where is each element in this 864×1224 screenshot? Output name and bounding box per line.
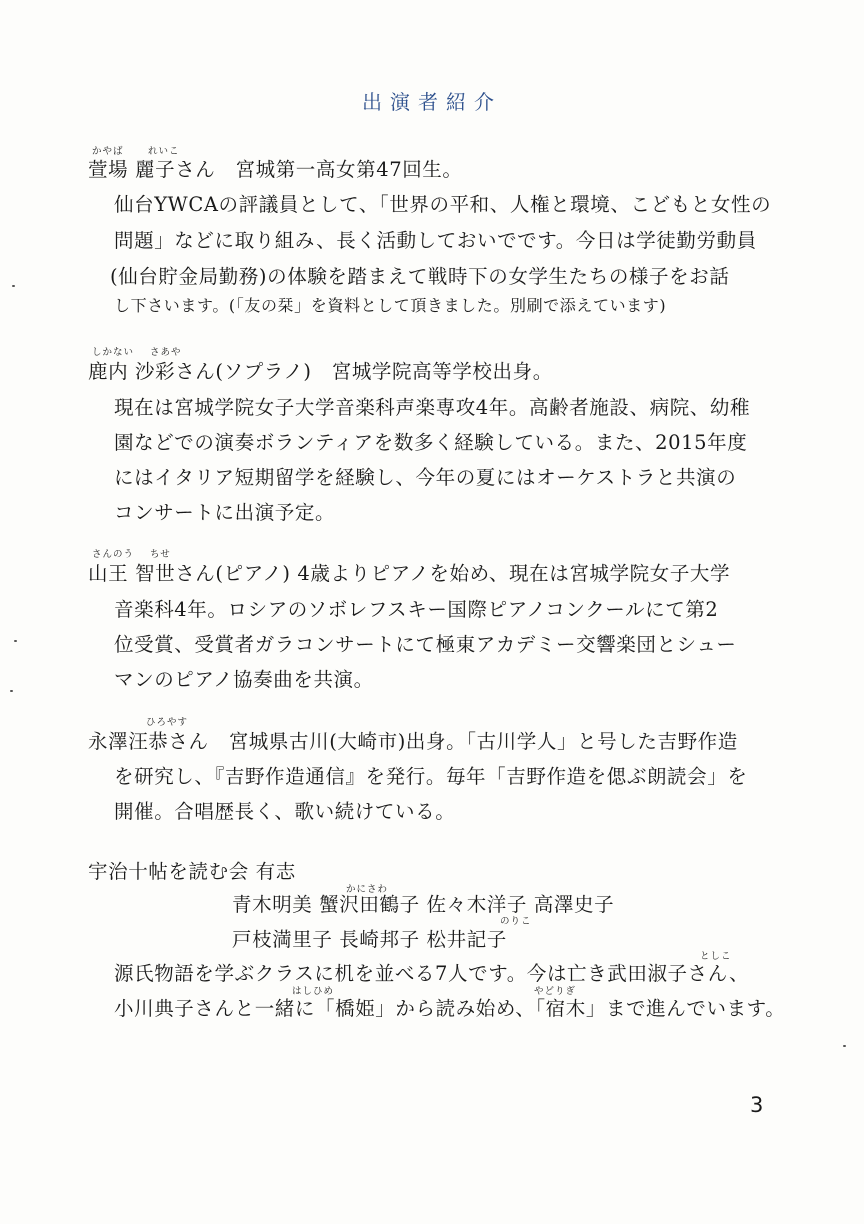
ruby-saaya: さあや bbox=[150, 347, 182, 358]
section-4-line-2: 開催。合唱歴長く、歌い続けている。 bbox=[114, 800, 456, 823]
section-1-line-4: し下さいます。(「友の栞」を資料として頂きました。別刷で添えています) bbox=[114, 296, 667, 315]
ruby-hiroyasu: ひろやす bbox=[146, 717, 189, 728]
section-3-line-1: 音楽科4年。ロシアのソボレフスキー国際ピアノコンクールにて第2 bbox=[114, 598, 719, 621]
ruby-kayaba: かやば bbox=[92, 146, 124, 157]
scan-speck bbox=[843, 1045, 846, 1047]
ruby-noriko: のりこ bbox=[500, 916, 532, 927]
ruby-sannou: さんのう bbox=[92, 549, 135, 560]
section-2-line-4: コンサートに出演予定。 bbox=[114, 501, 336, 524]
section-5-members-2: 戸枝満里子 長崎邦子 松井記子 bbox=[232, 928, 507, 951]
section-5-line-1: 源氏物語を学ぶクラスに机を並べる7人です。今は亡き武田淑子さん、 bbox=[114, 962, 750, 985]
page-title: 出演者紹介 bbox=[362, 90, 502, 114]
ruby-toshiko: としこ bbox=[700, 951, 732, 962]
section-3-heading: 山王 智世さん(ピアノ) 4歳よりピアノを始め、現在は宮城学院女子大学 bbox=[88, 562, 731, 585]
ruby-shikanai: しかない bbox=[92, 347, 135, 358]
section-5-line-2: 小川典子さんと一緒に「橋姫」から読み始め、「宿木」まで進んでいます。 bbox=[114, 997, 786, 1020]
section-4-line-1: を研究し、『吉野作造通信』を発行。毎年「吉野作造を偲ぶ朗読会」を bbox=[114, 765, 748, 788]
section-2-line-1: 現在は宮城学院女子大学音楽科声楽専攻4年。高齢者施設、病院、幼稚 bbox=[114, 396, 751, 419]
ruby-reiko: れいこ bbox=[148, 146, 180, 157]
section-3-line-3: マンのピアノ協奏曲を共演。 bbox=[114, 668, 374, 691]
section-1-line-1: 仙台YWCAの評議員として、「世界の平和、人権と環境、こどもと女性の bbox=[114, 193, 772, 216]
section-1-heading: 萱場 麗子さん 宮城第一高女第47回生。 bbox=[88, 158, 463, 181]
ruby-yadorigi: やどりぎ bbox=[534, 986, 577, 997]
ruby-kanisawa: かにさわ bbox=[346, 884, 389, 895]
section-2-heading: 鹿内 沙彩さん(ソプラノ) 宮城学院高等学校出身。 bbox=[88, 360, 553, 383]
ruby-chise: ちせ bbox=[150, 549, 171, 560]
scan-speck bbox=[14, 640, 17, 642]
ruby-hashihime: はしひめ bbox=[292, 986, 335, 997]
section-5-heading: 宇治十帖を読む会 有志 bbox=[88, 860, 296, 883]
section-5-members-1: 青木明美 蟹沢田鶴子 佐々木洋子 高澤史子 bbox=[232, 893, 615, 916]
section-2-line-2: 園などでの演奏ボランティアを数多く経験している。また、2015年度 bbox=[114, 431, 748, 454]
section-1-line-3: (仙台貯金局勤務)の体験を踏まえて戦時下の女学生たちの様子をお話 bbox=[110, 265, 730, 288]
scan-speck bbox=[10, 690, 13, 692]
section-3-line-2: 位受賞、受賞者ガラコンサートにて極東アカデミー交響楽団とシュー bbox=[114, 633, 737, 656]
section-1-line-2: 問題」などに取り組み、長く活動しておいでです。今日は学徒勤労動員 bbox=[114, 229, 757, 252]
page-number: 3 bbox=[750, 1093, 764, 1117]
section-2-line-3: にはイタリア短期留学を経験し、今年の夏にはオーケストラと共演の bbox=[114, 466, 737, 489]
scan-speck bbox=[12, 285, 15, 287]
section-4-heading: 永澤汪恭さん 宮城県古川(大崎市)出身。「古川学人」と号した吉野作造 bbox=[88, 730, 738, 753]
